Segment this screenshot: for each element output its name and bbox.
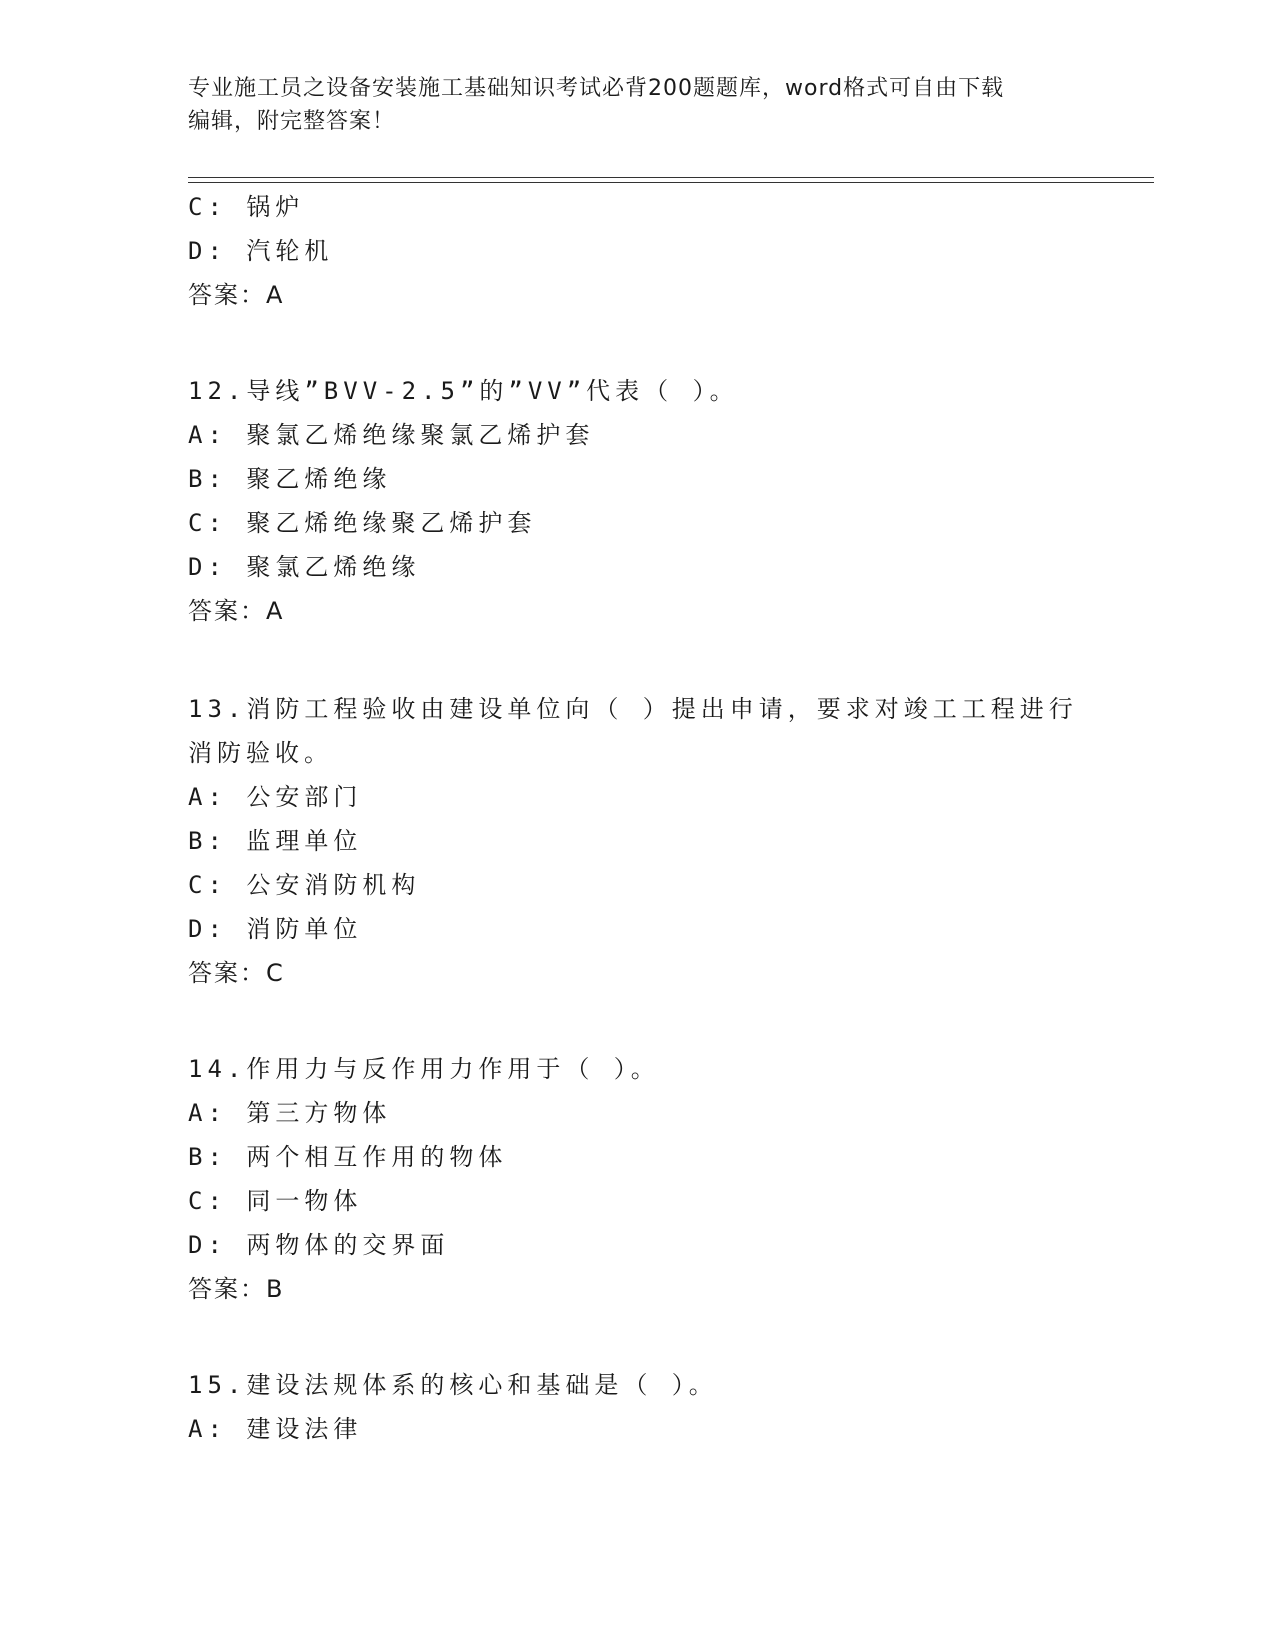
q12-option-d: D: 聚氯乙烯绝缘: [188, 553, 421, 581]
q12-option-a: A: 聚氯乙烯绝缘聚氯乙烯护套: [188, 421, 595, 449]
q14-option-c: C: 同一物体: [188, 1187, 363, 1215]
q13-question-line-2: 消防验收。: [188, 739, 333, 767]
q14-answer: 答案：B: [188, 1275, 285, 1303]
q12-question: 12.导线”BVV-2.5”的”VV”代表（ ）。: [188, 377, 739, 405]
q12-option-b: B: 聚乙烯绝缘: [188, 465, 392, 493]
q15-question: 15.建设法规体系的核心和基础是（ ）。: [188, 1371, 718, 1399]
q13-option-d: D: 消防单位: [188, 915, 363, 943]
q14-option-b: B: 两个相互作用的物体: [188, 1143, 508, 1171]
header-title-line-1: 专业施工员之设备安装施工基础知识考试必背200题题库，word格式可自由下载: [188, 76, 1005, 101]
q13-option-b: B: 监理单位: [188, 827, 363, 855]
header-divider-bottom: [188, 182, 1154, 183]
q11-option-c: C: 锅炉: [188, 193, 305, 221]
q14-option-d: D: 两物体的交界面: [188, 1231, 450, 1259]
q11-option-d: D: 汽轮机: [188, 237, 334, 265]
q11-answer: 答案：A: [188, 281, 285, 309]
header-title-line-2: 编辑，附完整答案！: [188, 109, 396, 134]
q12-answer: 答案：A: [188, 597, 285, 625]
q14-option-a: A: 第三方物体: [188, 1099, 392, 1127]
q14-question: 14.作用力与反作用力作用于（ ）。: [188, 1055, 660, 1083]
q13-option-c: C: 公安消防机构: [188, 871, 421, 899]
q13-answer: 答案：C: [188, 959, 285, 987]
q12-option-c: C: 聚乙烯绝缘聚乙烯护套: [188, 509, 537, 537]
q13-question-line-1: 13.消防工程验收由建设单位向（ ）提出申请，要求对竣工工程进行: [188, 695, 1078, 723]
header-divider-top: [188, 177, 1154, 178]
q15-option-a: A: 建设法律: [188, 1415, 363, 1443]
q13-option-a: A: 公安部门: [188, 783, 363, 811]
document-header: [188, 72, 1088, 138]
